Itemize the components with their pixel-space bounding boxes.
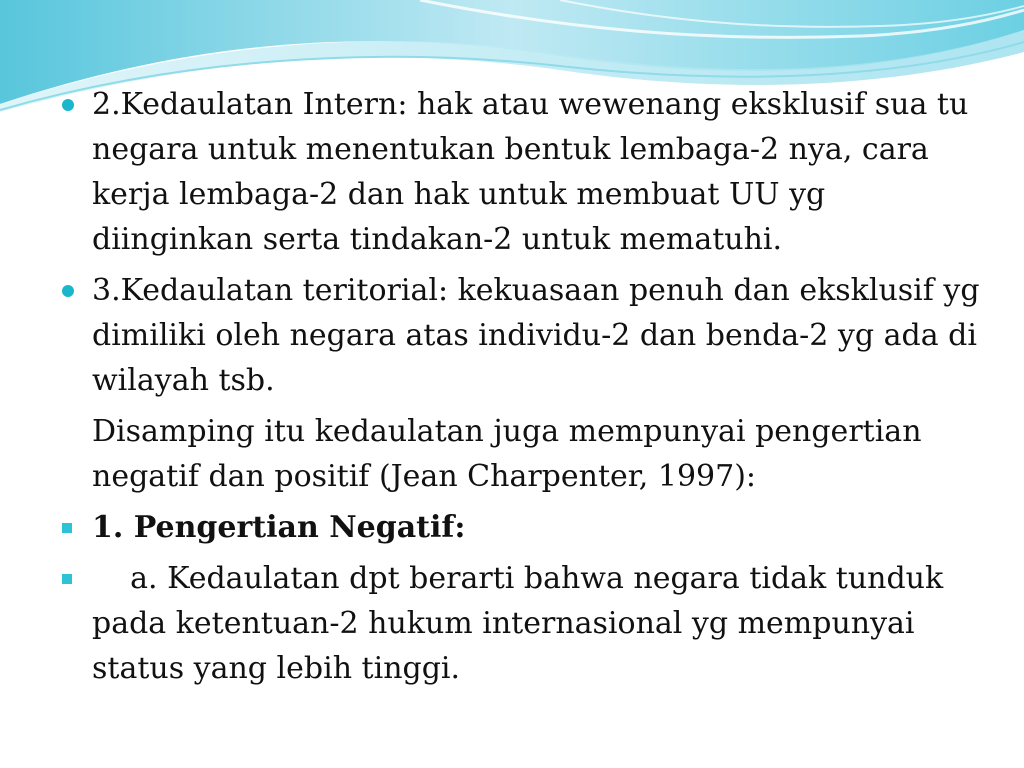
bullet-text: 1. Pengertian Negatif: <box>92 510 466 545</box>
paragraph-disamping <box>62 409 992 499</box>
paragraph-text: Disamping itu kedaulatan juga mempunyai pengertian negatif dan positif (Jean Charpenter, 1997): <box>92 414 922 494</box>
square-bullet-icon <box>62 523 72 533</box>
bullet-text: 3.Kedaulatan teritorial: kekuasaan penuh dan eksklusif yg dimiliki oleh negara atas individu-2 dan benda-2 yg ada di wilayah tsb. <box>92 273 980 398</box>
bullet-text: a. Kedaulatan dpt berarti bahwa negara tidak tunduk pada ketentuan-2 hukum internasional yg mempunyai status yang lebih tinggi. <box>92 561 953 686</box>
circle-bullet-icon <box>62 285 74 297</box>
circle-bullet-icon <box>62 99 74 111</box>
square-bullet-icon <box>62 574 72 584</box>
bullet-item-pengertian-negatif <box>62 505 992 550</box>
bullet-text: 2.Kedaulatan Intern: hak atau wewenang eksklusif sua tu negara untuk menentukan bentuk lembaga-2 nya, cara kerja lembaga-2 dan hak untuk membuat UU yg diinginkan serta tindakan-2 untuk mematuhi. <box>92 87 969 257</box>
bullet-item-kedaulatan-tidak-tunduk <box>62 556 992 691</box>
slide-content <box>62 82 992 697</box>
bullet-item-kedaulatan-teritorial <box>62 268 992 403</box>
bullet-item-kedaulatan-intern <box>62 82 992 262</box>
